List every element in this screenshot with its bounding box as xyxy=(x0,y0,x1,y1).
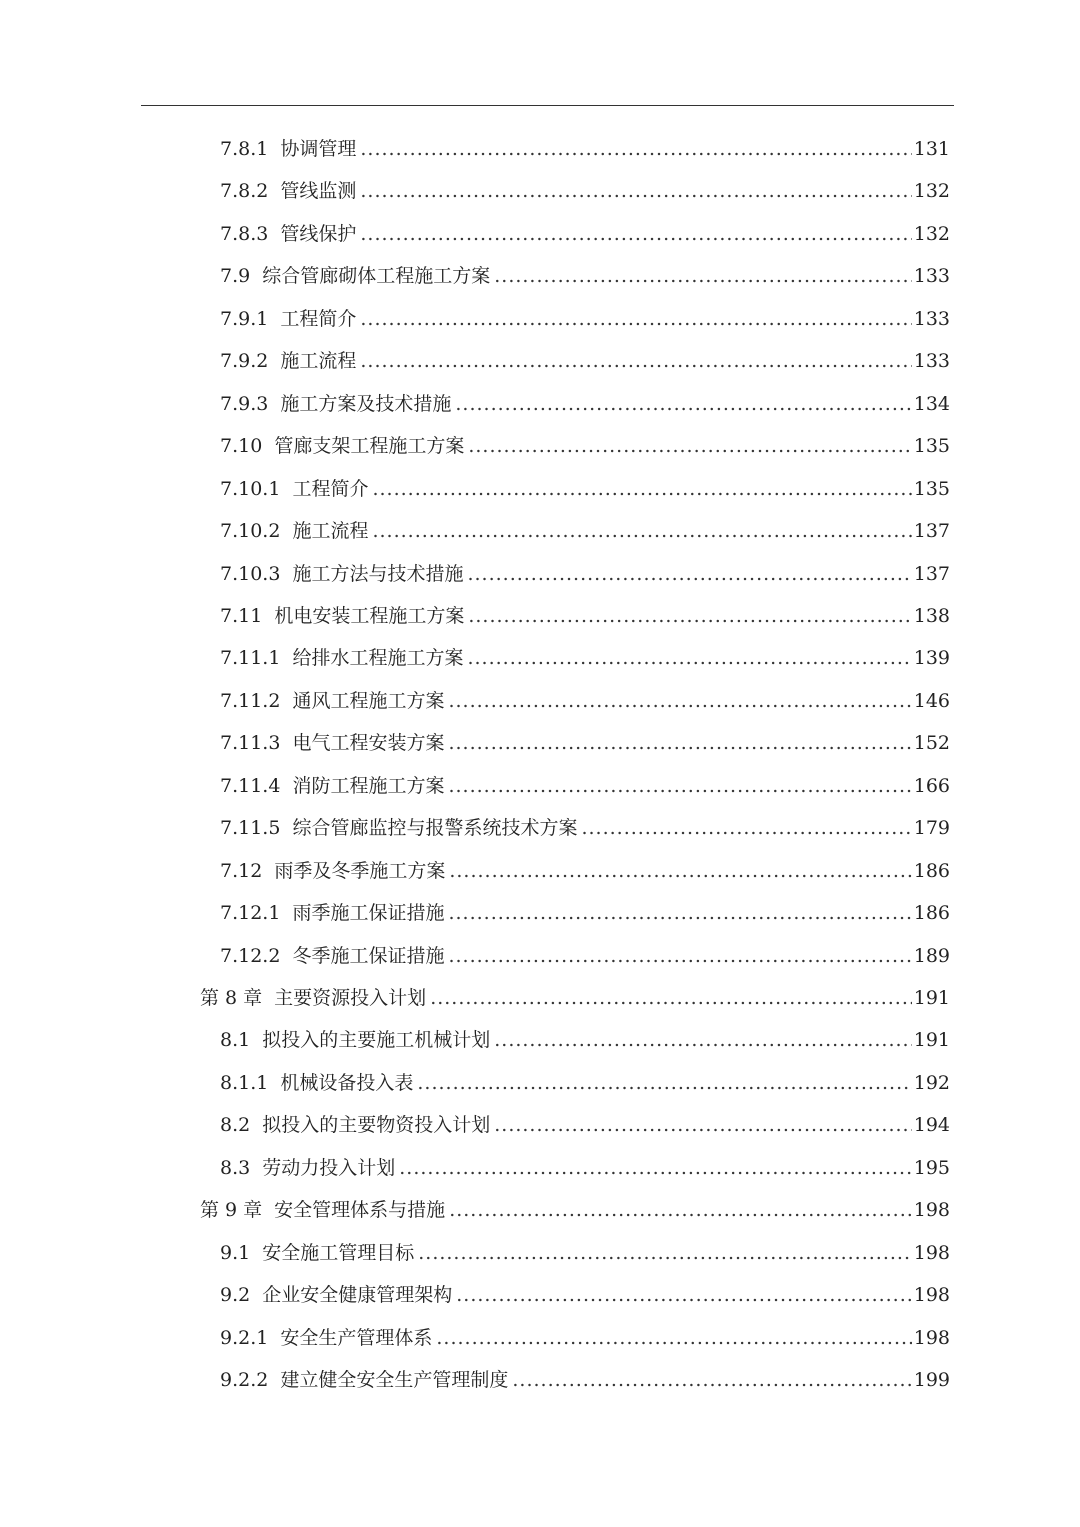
toc-dot-leader xyxy=(372,468,911,510)
toc-entry-title: 施工流程 xyxy=(280,350,357,372)
toc-entry-page-number: 192 xyxy=(913,1072,950,1094)
toc-entry-title: 给排水工程施工方案 xyxy=(292,647,464,669)
toc-entry-title: 协调管理 xyxy=(280,138,357,160)
toc-entry[interactable] xyxy=(200,1189,950,1231)
toc-entry-number: 第 8 章 xyxy=(200,987,263,1009)
toc-entry-page-number: 135 xyxy=(913,478,950,500)
toc-dot-leader xyxy=(449,1189,912,1231)
toc-entry-number: 8.1.1 xyxy=(220,1072,269,1094)
toc-entry[interactable] xyxy=(220,340,950,382)
toc-entry-title: 电气工程安装方案 xyxy=(292,732,445,754)
toc-entry[interactable] xyxy=(220,425,950,467)
toc-entry-number: 7.9 xyxy=(220,265,251,287)
toc-entry-number: 8.1 xyxy=(220,1029,251,1051)
toc-entry-page-number: 146 xyxy=(913,690,950,712)
toc-dot-leader xyxy=(449,850,911,892)
toc-entry-number: 9.2.1 xyxy=(220,1327,269,1349)
toc-entry-page-number: 152 xyxy=(913,732,950,754)
toc-entry[interactable] xyxy=(220,1274,950,1316)
toc-dot-leader xyxy=(372,510,911,552)
toc-entry-page-number: 132 xyxy=(913,223,950,245)
toc-dot-leader xyxy=(360,128,911,170)
toc-entry-title: 机电安装工程施工方案 xyxy=(274,605,465,627)
toc-entry[interactable] xyxy=(220,722,950,764)
toc-dot-leader xyxy=(417,1062,911,1104)
toc-entry-title: 通风工程施工方案 xyxy=(292,690,445,712)
toc-entry-number: 7.11.4 xyxy=(220,775,281,797)
toc-dot-leader xyxy=(418,1232,912,1274)
toc-entry-page-number: 137 xyxy=(913,520,950,542)
toc-entry-number: 7.8.2 xyxy=(220,180,269,202)
toc-entry-title: 拟投入的主要施工机械计划 xyxy=(262,1029,491,1051)
toc-entry-page-number: 135 xyxy=(913,435,950,457)
toc-entry-number: 7.9.2 xyxy=(220,350,269,372)
toc-entry-page-number: 132 xyxy=(913,180,950,202)
toc-entry[interactable] xyxy=(220,1104,950,1146)
toc-entry[interactable] xyxy=(220,298,950,340)
toc-entry[interactable] xyxy=(220,1019,950,1061)
toc-entry-page-number: 133 xyxy=(913,265,950,287)
toc-entry[interactable] xyxy=(220,1147,950,1189)
toc-entry-number: 7.9.3 xyxy=(220,393,269,415)
toc-entry-page-number: 194 xyxy=(913,1114,950,1136)
toc-entry-number: 7.12.2 xyxy=(220,945,281,967)
toc-entry-title: 主要资源投入计划 xyxy=(274,987,427,1009)
toc-dot-leader xyxy=(468,425,911,467)
toc-entry-number: 7.10.3 xyxy=(220,563,281,585)
toc-entry-page-number: 133 xyxy=(913,308,950,330)
toc-entry[interactable] xyxy=(220,595,950,637)
toc-entry-title: 拟投入的主要物资投入计划 xyxy=(262,1114,491,1136)
toc-entry-page-number: 166 xyxy=(913,775,950,797)
toc-entry[interactable] xyxy=(200,977,950,1019)
toc-dot-leader xyxy=(436,1317,911,1359)
toc-entry[interactable] xyxy=(220,255,950,297)
toc-entry-title: 管廊支架工程施工方案 xyxy=(274,435,465,457)
toc-dot-leader xyxy=(399,1147,912,1189)
toc-entry-title: 消防工程施工方案 xyxy=(292,775,445,797)
toc-entry-number: 7.10.1 xyxy=(220,478,281,500)
toc-entry-page-number: 198 xyxy=(913,1242,950,1264)
toc-entry-page-number: 134 xyxy=(913,393,950,415)
toc-entry-number: 7.10.2 xyxy=(220,520,281,542)
toc-entry-page-number: 198 xyxy=(913,1284,950,1306)
toc-entry-number: 7.12 xyxy=(220,860,263,882)
toc-entry-title: 安全生产管理体系 xyxy=(280,1327,433,1349)
toc-entry-number: 7.12.1 xyxy=(220,902,281,924)
toc-entry-number: 9.2 xyxy=(220,1284,251,1306)
toc-entry-title: 工程简介 xyxy=(280,308,357,330)
toc-entry-number: 7.10 xyxy=(220,435,263,457)
toc-entry-number: 9.1 xyxy=(220,1242,251,1264)
toc-entry-title: 劳动力投入计划 xyxy=(262,1157,396,1179)
toc-entry-number: 7.11.5 xyxy=(220,817,281,839)
toc-entry[interactable] xyxy=(220,128,950,170)
toc-entry-title: 安全施工管理目标 xyxy=(262,1242,415,1264)
toc-dot-leader xyxy=(360,213,911,255)
toc-entry-title: 企业安全健康管理架构 xyxy=(262,1284,453,1306)
toc-entry-title: 冬季施工保证措施 xyxy=(292,945,445,967)
toc-entry-number: 8.2 xyxy=(220,1114,251,1136)
toc-dot-leader xyxy=(494,1019,912,1061)
toc-entry-title: 管线监测 xyxy=(280,180,357,202)
toc-dot-leader xyxy=(448,892,911,934)
toc-entry-page-number: 198 xyxy=(913,1199,950,1221)
toc-entry[interactable] xyxy=(220,1062,950,1104)
toc-entry-number: 7.11.3 xyxy=(220,732,281,754)
toc-entry-number: 7.11.1 xyxy=(220,647,281,669)
toc-dot-leader xyxy=(494,1104,912,1146)
toc-entry-number: 8.3 xyxy=(220,1157,251,1179)
toc-entry-title: 施工方法与技术措施 xyxy=(292,563,464,585)
toc-entry[interactable] xyxy=(220,170,950,212)
toc-entry[interactable] xyxy=(220,892,950,934)
toc-entry-page-number: 191 xyxy=(913,987,950,1009)
toc-entry-title: 综合管廊砌体工程施工方案 xyxy=(262,265,491,287)
toc-entry[interactable] xyxy=(220,510,950,552)
toc-dot-leader xyxy=(448,765,911,807)
toc-entry[interactable] xyxy=(220,383,950,425)
toc-entry-title: 管线保护 xyxy=(280,223,357,245)
toc-entry[interactable] xyxy=(220,935,950,977)
toc-entry-title: 安全管理体系与措施 xyxy=(274,1199,446,1221)
toc-dot-leader xyxy=(467,553,911,595)
toc-dot-leader xyxy=(581,807,911,849)
toc-entry-number: 7.8.3 xyxy=(220,223,269,245)
toc-dot-leader xyxy=(360,340,911,382)
toc-entry-page-number: 137 xyxy=(913,563,950,585)
toc-dot-leader xyxy=(512,1359,911,1401)
toc-entry-page-number: 186 xyxy=(913,860,950,882)
toc-entry-title: 雨季施工保证措施 xyxy=(292,902,445,924)
toc-entry[interactable] xyxy=(220,1232,950,1274)
toc-dot-leader xyxy=(468,595,911,637)
toc-entry-title: 建立健全安全生产管理制度 xyxy=(280,1369,509,1391)
toc-entry-title: 施工方案及技术措施 xyxy=(280,393,452,415)
toc-entry[interactable] xyxy=(220,213,950,255)
toc-dot-leader xyxy=(448,935,911,977)
toc-entry-title: 施工流程 xyxy=(292,520,369,542)
toc-entry-page-number: 191 xyxy=(913,1029,950,1051)
toc-entry-page-number: 131 xyxy=(913,138,950,160)
toc-entry[interactable] xyxy=(220,553,950,595)
toc-entry-page-number: 195 xyxy=(913,1157,950,1179)
toc-entry-number: 第 9 章 xyxy=(200,1199,263,1221)
toc-entry-title: 综合管廊监控与报警系统技术方案 xyxy=(292,817,578,839)
toc-entry-number: 7.8.1 xyxy=(220,138,269,160)
toc-entry-number: 7.9.1 xyxy=(220,308,269,330)
header-rule xyxy=(141,105,954,106)
toc-entry[interactable] xyxy=(220,680,950,722)
toc-entry-number: 9.2.2 xyxy=(220,1369,269,1391)
toc-entry[interactable] xyxy=(220,1317,950,1359)
toc-entry-title: 机械设备投入表 xyxy=(280,1072,414,1094)
toc-entry-number: 7.11 xyxy=(220,605,263,627)
toc-entry-page-number: 186 xyxy=(913,902,950,924)
toc-entry-title: 工程简介 xyxy=(292,478,369,500)
toc-entry-page-number: 179 xyxy=(913,817,950,839)
toc-entry-page-number: 139 xyxy=(913,647,950,669)
toc-entry[interactable] xyxy=(220,807,950,849)
toc-dot-leader xyxy=(467,637,911,679)
toc-dot-leader xyxy=(360,170,911,212)
toc-entry[interactable] xyxy=(220,637,950,679)
toc-entry[interactable] xyxy=(220,765,950,807)
toc-entry-page-number: 133 xyxy=(913,350,950,372)
toc-entry-title: 雨季及冬季施工方案 xyxy=(274,860,446,882)
toc-entry[interactable] xyxy=(220,1359,950,1401)
toc-entry-page-number: 199 xyxy=(913,1369,950,1391)
toc-dot-leader xyxy=(494,255,912,297)
toc-dot-leader xyxy=(360,298,911,340)
toc-entry[interactable] xyxy=(220,850,950,892)
toc-entry-page-number: 189 xyxy=(913,945,950,967)
toc-dot-leader xyxy=(448,680,911,722)
toc-dot-leader xyxy=(456,1274,912,1316)
toc-dot-leader xyxy=(430,977,912,1019)
toc-entry[interactable] xyxy=(220,468,950,510)
toc-entry-number: 7.11.2 xyxy=(220,690,281,712)
toc-entry-page-number: 138 xyxy=(913,605,950,627)
toc-entry-page-number: 198 xyxy=(913,1327,950,1349)
toc-dot-leader xyxy=(455,383,911,425)
toc-dot-leader xyxy=(448,722,911,764)
